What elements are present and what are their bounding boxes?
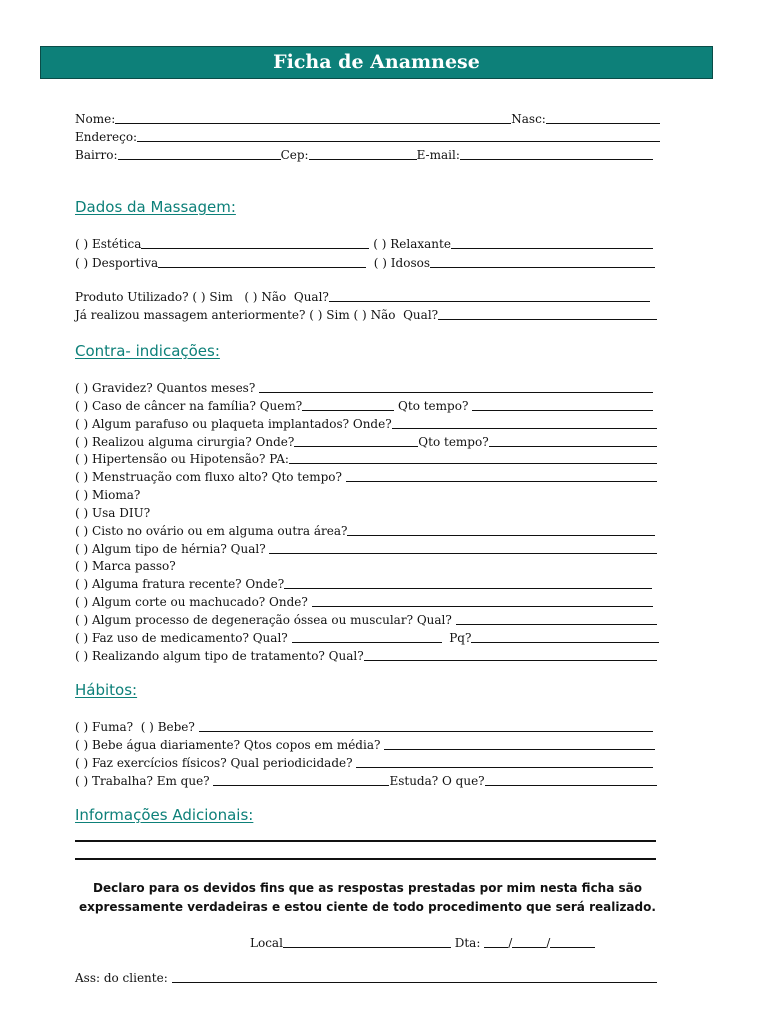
medicamento-qual-field[interactable] (292, 642, 442, 643)
checkbox-produto-sim[interactable]: ( ) (192, 290, 206, 304)
checkbox-bebe[interactable]: ( ) (140, 720, 154, 734)
signature-row (75, 967, 657, 985)
estetica-label: Estética (92, 237, 142, 251)
nome-field[interactable] (115, 123, 511, 124)
contra-degeneracao-row (75, 609, 657, 627)
date-day-field[interactable] (484, 947, 508, 948)
declaration (75, 879, 660, 917)
idosos-label: Idosos (390, 256, 430, 270)
estetica-field[interactable] (141, 248, 369, 249)
checkbox-produto-nao[interactable]: ( ) (244, 290, 258, 304)
local-field[interactable] (283, 947, 451, 948)
declaration-line-2: expressamente verdadeiras e estou ciente de todo procedimento que será realizado. (79, 900, 656, 914)
date-year-field[interactable] (550, 947, 595, 948)
cirurgia-label: Realizou alguma cirurgia? Onde? (92, 435, 295, 449)
bebe-label: Bebe? (157, 720, 195, 734)
menstruacao-label: Menstruação com fluxo alto? Qto tempo? (92, 470, 342, 484)
checkbox-agua[interactable]: ( ) (75, 738, 89, 752)
contra-cancer-row (75, 395, 653, 413)
checkbox-ja-nao[interactable]: ( ) (353, 308, 367, 322)
signature-field[interactable] (172, 982, 657, 983)
contra-cirurgia-row (75, 431, 657, 449)
contra-marca-passo-row (75, 555, 375, 573)
checkbox-medicamento[interactable]: ( ) (75, 631, 89, 645)
checkbox-mioma[interactable]: ( ) (75, 488, 89, 502)
tratamento-label: Realizando algum tipo de tratamento? Qual? (92, 649, 364, 663)
adicionais-line-1[interactable] (75, 840, 656, 842)
date-slash-1: / (508, 936, 513, 950)
email-field[interactable] (460, 159, 653, 160)
ja-nao-label: Não (370, 308, 396, 322)
bairro-field[interactable] (118, 159, 281, 160)
degeneracao-label: Algum processo de degeneração óssea ou muscular? Qual? (92, 613, 452, 627)
checkbox-fuma[interactable]: ( ) (75, 720, 89, 734)
cancer-tempo-field[interactable] (472, 410, 653, 411)
cirurgia-tempo-field[interactable] (489, 446, 657, 447)
cisto-label: Cisto no ovário ou em alguma outra área? (92, 524, 348, 538)
contra-menstruacao-row (75, 466, 657, 484)
contra-fratura-row (75, 573, 652, 591)
section-contra-indicacoes: Contra- indicações: (75, 342, 220, 360)
declaration-line-1: Declaro para os devidos fins que as respostas prestadas por mim nesta ficha são (93, 881, 642, 895)
checkbox-corte[interactable]: ( ) (75, 595, 89, 609)
cancer-tempo-label: Qto tempo? (398, 399, 469, 413)
contra-tratamento-row (75, 645, 657, 663)
contra-parafuso-row (75, 413, 657, 431)
hipertensao-field[interactable] (289, 463, 657, 464)
fratura-field[interactable] (284, 588, 652, 589)
degeneracao-field[interactable] (456, 624, 657, 625)
parafuso-label: Algum parafuso ou plaqueta implantados? Onde? (92, 417, 392, 431)
estuda-field[interactable] (485, 785, 657, 786)
checkbox-gravidez[interactable]: ( ) (75, 381, 89, 395)
checkbox-parafuso[interactable]: ( ) (75, 417, 89, 431)
contra-mioma-row (75, 484, 375, 502)
medicamento-pq-label: Pq? (449, 631, 472, 645)
checkbox-fratura[interactable]: ( ) (75, 577, 89, 591)
exercicios-field[interactable] (356, 767, 653, 768)
adicionais-line-2[interactable] (75, 858, 656, 860)
medicamento-pq-field[interactable] (471, 642, 659, 643)
fratura-label: Alguma fratura recente? Onde? (92, 577, 285, 591)
produto-row (75, 286, 650, 304)
personal-row-3 (75, 144, 653, 162)
habitos-exercicios-row (75, 752, 653, 770)
gravidez-field[interactable] (259, 392, 653, 393)
cancer-quem-field[interactable] (302, 410, 394, 411)
relaxante-label: Relaxante (390, 237, 451, 251)
idosos-field[interactable] (430, 267, 655, 268)
contra-cisto-row (75, 520, 655, 538)
ja-realizou-row (75, 304, 657, 322)
produto-qual-field[interactable] (329, 301, 650, 302)
produto-qual-label: Qual? (293, 290, 329, 304)
habitos-agua-row (75, 734, 655, 752)
checkbox-cancer[interactable]: ( ) (75, 399, 89, 413)
habitos-fuma-row (75, 716, 653, 734)
checkbox-estetica[interactable]: ( ) (75, 237, 89, 251)
cirurgia-tempo-label: Qto tempo? (418, 435, 489, 449)
gravidez-label: Gravidez? Quantos meses? (92, 381, 256, 395)
contra-gravidez-row (75, 377, 653, 395)
date-slash-2: / (546, 936, 551, 950)
contra-hipertensao-row (75, 448, 657, 466)
email-label: E-mail: (416, 148, 460, 162)
contra-diu-row (75, 502, 375, 520)
parafuso-field[interactable] (392, 428, 657, 429)
checkbox-trabalha[interactable]: ( ) (75, 774, 89, 788)
bairro-label: Bairro: (75, 148, 118, 162)
agua-field[interactable] (384, 749, 655, 750)
cep-label: Cep: (280, 148, 309, 162)
cirurgia-onde-field[interactable] (294, 446, 418, 447)
hipertensao-label: Hipertensão ou Hipotensão? PA: (92, 452, 289, 466)
checkbox-exercicios[interactable]: ( ) (75, 756, 89, 770)
contra-hernia-row (75, 538, 657, 556)
menstruacao-field[interactable] (346, 481, 657, 482)
checkbox-relaxante[interactable]: ( ) (373, 237, 387, 251)
local-date-row (250, 932, 595, 950)
produto-label: Produto Utilizado? (75, 290, 189, 304)
habitos-trabalha-row (75, 770, 657, 788)
massagem-row-1 (75, 233, 653, 251)
cep-field[interactable] (309, 159, 417, 160)
checkbox-menstruacao[interactable]: ( ) (75, 470, 89, 484)
nasc-label: Nasc: (511, 112, 546, 126)
section-informacoes-adicionais: Informações Adicionais: (75, 806, 254, 824)
marca-passo-label: Marca passo? (92, 559, 176, 573)
trabalha-field[interactable] (213, 785, 389, 786)
estuda-label: Estuda? O que? (389, 774, 485, 788)
checkbox-diu[interactable]: ( ) (75, 506, 89, 520)
fuma-label: Fuma? (92, 720, 134, 734)
desportiva-field[interactable] (158, 267, 366, 268)
checkbox-hipertensao[interactable]: ( ) (75, 452, 89, 466)
contra-corte-row (75, 591, 653, 609)
checkbox-ja-sim[interactable]: ( ) (309, 308, 323, 322)
endereco-label: Endereço: (75, 130, 138, 144)
checkbox-hernia[interactable]: ( ) (75, 542, 89, 556)
hernia-label: Algum tipo de hérnia? Qual? (92, 542, 266, 556)
ass-label: Ass: do cliente: (75, 971, 168, 985)
medicamento-label: Faz uso de medicamento? Qual? (92, 631, 288, 645)
produto-nao-label: Não (261, 290, 287, 304)
fuma-bebe-field[interactable] (199, 731, 653, 732)
ja-qual-label: Qual? (403, 308, 439, 322)
corte-label: Algum corte ou machucado? Onde? (92, 595, 308, 609)
checkbox-desportiva[interactable]: ( ) (75, 256, 89, 270)
tratamento-field[interactable] (364, 660, 657, 661)
trabalha-label: Trabalha? Em que? (92, 774, 210, 788)
produto-sim-label: Sim (209, 290, 233, 304)
checkbox-marca-passo[interactable]: ( ) (75, 559, 89, 573)
ja-sim-label: Sim (326, 308, 350, 322)
exercicios-label: Faz exercícios físicos? Qual periodicidade? (92, 756, 353, 770)
cancer-label: Caso de câncer na família? Quem? (92, 399, 303, 413)
cisto-field[interactable] (347, 535, 655, 536)
hernia-field[interactable] (269, 553, 657, 554)
dta-label: Dta: (454, 936, 481, 950)
desportiva-label: Desportiva (92, 256, 159, 270)
form-title: Ficha de Anamnese (40, 46, 713, 79)
checkbox-cisto[interactable]: ( ) (75, 524, 89, 538)
checkbox-degeneracao[interactable]: ( ) (75, 613, 89, 627)
nome-label: Nome: (75, 112, 116, 126)
checkbox-cirurgia[interactable]: ( ) (75, 435, 89, 449)
diu-label: Usa DIU? (92, 506, 151, 520)
section-dados-massagem: Dados da Massagem: (75, 198, 236, 216)
personal-row-1 (75, 108, 660, 126)
mioma-label: Mioma? (92, 488, 141, 502)
massagem-row-2 (75, 252, 655, 270)
date-month-field[interactable] (512, 947, 546, 948)
corte-field[interactable] (312, 606, 653, 607)
relaxante-field[interactable] (451, 248, 653, 249)
personal-row-2 (75, 126, 660, 144)
ja-qual-field[interactable] (438, 319, 657, 320)
ja-realizou-label: Já realizou massagem anteriormente? (75, 308, 306, 322)
local-label: Local (250, 936, 283, 950)
nasc-field[interactable] (546, 123, 660, 124)
checkbox-tratamento[interactable]: ( ) (75, 649, 89, 663)
agua-label: Bebe água diariamente? Qtos copos em média? (92, 738, 381, 752)
section-habitos: Hábitos: (75, 681, 138, 699)
checkbox-idosos[interactable]: ( ) (373, 256, 387, 270)
endereco-field[interactable] (137, 141, 660, 142)
contra-medicamento-row (75, 627, 659, 645)
